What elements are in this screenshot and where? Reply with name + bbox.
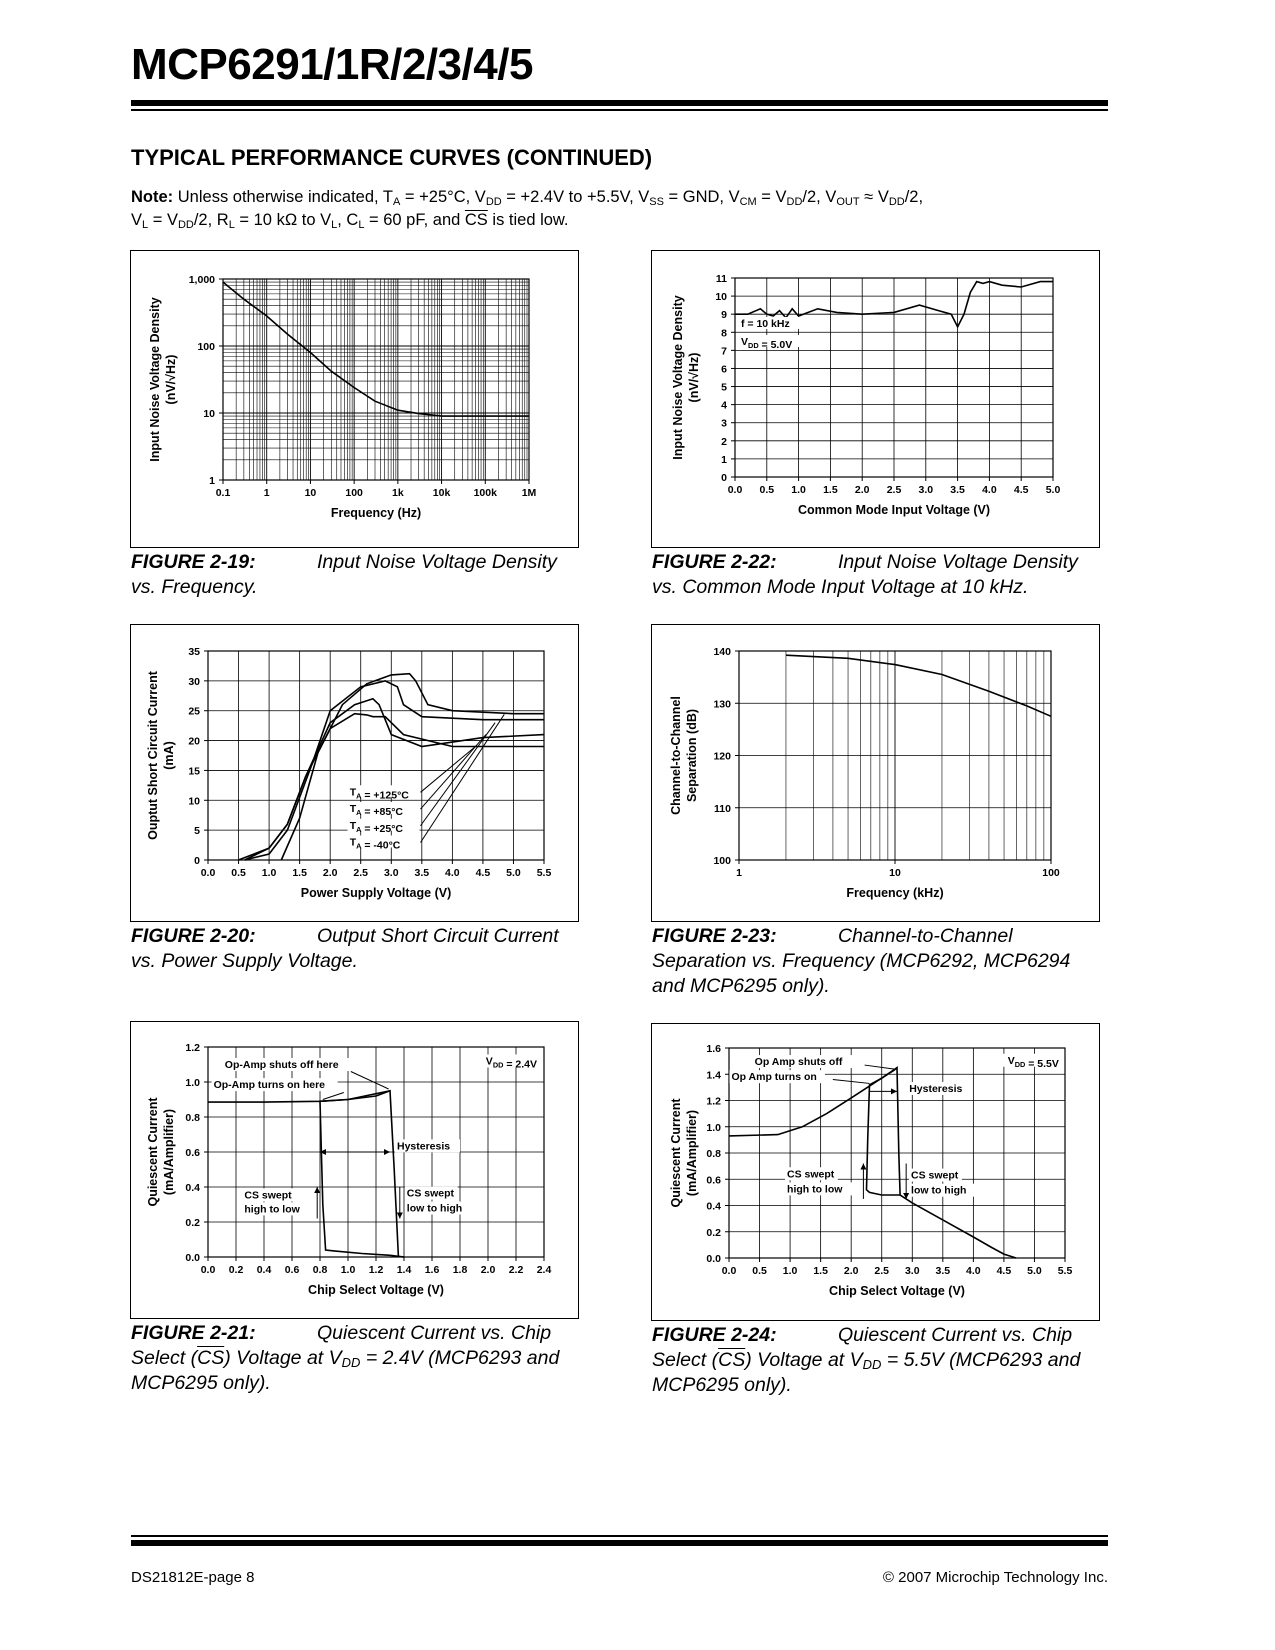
y-tick-label: 0.6	[706, 1174, 721, 1187]
header-rule-thin	[131, 109, 1108, 111]
arrow-head	[860, 1164, 866, 1170]
x-tick-label: 2.0	[854, 484, 870, 496]
x-tick-label: 4.5	[996, 1265, 1012, 1277]
y-tick-label: 0.8	[706, 1148, 721, 1160]
series-line-falling	[867, 1068, 901, 1195]
x-tick-label: 4.5	[1013, 484, 1029, 496]
x-axis-label: Frequency (kHz)	[846, 886, 944, 900]
x-tick-label: 2.4	[536, 1264, 552, 1276]
x-tick-label: 3.5	[935, 1265, 951, 1277]
x-tick-label: 0.5	[752, 1265, 767, 1277]
figure-2-20	[130, 624, 579, 922]
y-tick-label: 2	[721, 435, 727, 448]
y-tick-label: 1.4	[706, 1069, 721, 1082]
legend-label: $T_A = -40^\circ C$	[349, 836, 401, 852]
x-tick-label: 1.2	[368, 1264, 384, 1276]
chart-fig19	[131, 251, 578, 547]
caption-text: Input Noise Voltage Density vs. Common Mode Input Voltage at 10 kHz.	[652, 551, 1078, 598]
y-axis-label: Ouptut Short Circuit Current	[146, 671, 160, 840]
header-rule-thick	[131, 100, 1108, 106]
x-tick-label: 1.0	[340, 1264, 356, 1276]
figure-2-21	[130, 1021, 579, 1319]
x-tick-label: 3.0	[904, 1265, 920, 1277]
x-tick-label: 2.0	[480, 1264, 496, 1276]
annotation-label: Hysteresis	[397, 1140, 451, 1153]
y-tick-label: 7	[721, 345, 727, 358]
y-tick-label: 1	[721, 453, 727, 466]
x-tick-label: 0.0	[200, 1264, 216, 1276]
y-tick-label: 120	[713, 750, 731, 763]
caption-label: FIGURE 2-20:	[131, 925, 256, 947]
y-tick-label: 8	[721, 327, 727, 340]
annotation-label: Op Amp shuts off	[754, 1056, 843, 1069]
pointer-line	[351, 1072, 389, 1090]
y-tick-label: 25	[188, 705, 200, 718]
annotation-label: $V_{DD} = 5.0V$	[741, 336, 793, 352]
x-tick-label: 2.5	[353, 867, 369, 879]
x-tick-label: 5.5	[1057, 1265, 1073, 1277]
x-axis-label: Chip Select Voltage (V)	[829, 1284, 965, 1298]
y-tick-label: 15	[188, 765, 200, 778]
x-tick-label: 2.5	[874, 1265, 890, 1277]
chart-fig20	[131, 625, 578, 921]
y-tick-label: 0.0	[706, 1253, 721, 1265]
y-tick-label: 10	[715, 291, 727, 304]
annotation-label: CS swept	[787, 1168, 835, 1181]
x-tick-label: 0.4	[256, 1264, 272, 1276]
figure-2-23	[651, 624, 1100, 922]
x-tick-label: 0.5	[759, 484, 775, 496]
caption-text: Input Noise Voltage Density vs. Frequency.	[131, 551, 557, 598]
annotation-label: Op-Amp turns on here	[213, 1079, 326, 1092]
caption-text: Quiescent Current vs. Chip Select $(\overline{CS})$ Voltage at $V_{DD} = 2.4V$ (MCP6293 and MCP6295 only).	[131, 1322, 560, 1394]
y-tick-label: 9	[721, 309, 727, 322]
x-tick-label: 100k	[473, 487, 497, 499]
arrow-head	[397, 1213, 403, 1219]
y-tick-label: 35	[188, 646, 200, 658]
y-tick-label: 30	[188, 675, 200, 688]
y-tick-label: 3	[721, 417, 727, 430]
y-tick-label: 100	[713, 855, 731, 867]
y-tick-label: 0.4	[706, 1200, 721, 1213]
y-axis-label: Quiescent Current	[146, 1097, 160, 1207]
x-tick-label: 10	[889, 867, 901, 879]
x-tick-label: 3.5	[950, 484, 965, 496]
annotation-label: CS swept	[244, 1189, 292, 1202]
y-tick-label: 6	[721, 363, 727, 376]
x-tick-label: 10	[304, 487, 317, 499]
figure-2-24	[651, 1023, 1100, 1321]
x-tick-label: 1.0	[782, 1265, 798, 1277]
x-tick-label: 10k	[432, 487, 451, 499]
series-line-40C	[281, 674, 544, 860]
x-tick-label: 1.8	[452, 1264, 468, 1276]
x-axis-label: Chip Select Voltage (V)	[308, 1283, 444, 1297]
x-tick-label: 1M	[521, 487, 537, 499]
y-tick-label: 0.2	[185, 1217, 200, 1229]
note-label: Note:	[131, 188, 174, 206]
leader-line	[421, 723, 496, 826]
y-tick-label: 0.0	[185, 1252, 200, 1264]
x-tick-label: 2.5	[886, 484, 902, 496]
legend-label: $T_A = +125^\circ C$	[349, 786, 409, 802]
footer-rule-thin	[131, 1535, 1108, 1537]
leader-line	[421, 714, 505, 842]
x-tick-label: 2.0	[322, 867, 338, 879]
x-tick-label: 5.0	[1045, 484, 1061, 496]
y-tick-label: 100	[197, 341, 215, 353]
y-tick-label: 0.6	[185, 1147, 200, 1159]
pointer-line	[865, 1065, 894, 1069]
y-tick-label: 1.2	[706, 1095, 721, 1108]
footer-page-id: DS21812E-page 8	[131, 1569, 255, 1586]
annotation-label: low to high	[911, 1184, 967, 1197]
x-tick-label: 0.2	[228, 1264, 244, 1276]
chart-fig21	[131, 1022, 578, 1318]
caption-2-22	[652, 550, 1092, 600]
y-axis-label: Channel-to-Channel	[669, 696, 683, 815]
section-title: TYPICAL PERFORMANCE CURVES (CONTINUED)	[131, 145, 653, 170]
y-tick-label: 11	[715, 273, 727, 285]
x-tick-label: 1.5	[292, 867, 307, 879]
x-tick-label: 1k	[392, 487, 404, 499]
x-tick-label: 5.0	[1027, 1265, 1042, 1277]
caption-2-24	[652, 1323, 1092, 1398]
footer-rule-thick	[131, 1540, 1108, 1546]
series-line-separation	[786, 655, 1051, 716]
x-tick-label: 3.0	[918, 484, 934, 496]
x-tick-label: 0.0	[727, 484, 743, 496]
annotation-label: $V_{DD} = 2.4V$	[485, 1055, 537, 1071]
arrow-head	[891, 1088, 897, 1094]
x-tick-label: 1.4	[396, 1264, 412, 1276]
caption-2-19	[131, 550, 571, 600]
x-tick-label: 4.5	[475, 867, 491, 879]
x-tick-label: 1	[263, 487, 270, 499]
annotation-label: f = 10 kHz	[741, 317, 790, 330]
x-tick-label: 0.6	[284, 1264, 300, 1276]
y-tick-label: 5	[721, 381, 727, 394]
y-tick-label: 0.8	[185, 1112, 200, 1124]
x-tick-label: 2.2	[508, 1264, 524, 1276]
y-axis-label: (mA/Amplifier)	[685, 1109, 699, 1197]
y-tick-label: 110	[714, 802, 731, 815]
y-tick-label: 1,000	[188, 274, 215, 286]
annotation-label: CS swept	[911, 1169, 959, 1182]
x-tick-label: 0.5	[231, 867, 246, 879]
note-line2: $V_L = V_{DD}/2$, $R_L = 10$ kΩ to $V_L$, $C_L = 60$ pF, and $\overline{CS}$ is tied low.	[131, 211, 569, 231]
caption-label: FIGURE 2-22:	[652, 551, 777, 573]
x-tick-label: 1.5	[813, 1265, 828, 1277]
x-tick-label: 4.0	[445, 867, 460, 879]
caption-2-21	[131, 1321, 571, 1396]
y-tick-label: 10	[203, 408, 215, 420]
arrow-head	[314, 1187, 320, 1193]
y-tick-label: 10	[188, 795, 200, 808]
pointer-line	[323, 1093, 344, 1100]
x-tick-label: 100	[345, 487, 363, 499]
page-title: MCP6291/1R/2/3/4/5	[131, 40, 533, 89]
x-tick-label: 4.0	[966, 1265, 981, 1277]
x-axis-label: Common Mode Input Voltage (V)	[797, 503, 991, 517]
x-tick-label: 3.5	[414, 867, 430, 879]
annotation-label: $V_{DD} = 5.5V$	[1007, 1054, 1059, 1070]
y-tick-label: 1.2	[185, 1042, 200, 1054]
caption-label: FIGURE 2-23:	[652, 925, 777, 947]
x-tick-label: 0.0	[721, 1265, 737, 1277]
y-tick-label: 1.6	[706, 1043, 721, 1055]
x-axis-label: Frequency (Hz)	[330, 506, 422, 520]
legend-label: $T_A = +25^\circ C$	[349, 819, 404, 835]
annotation-label: Hysteresis	[909, 1082, 963, 1095]
annotation-label: Op Amp turns on	[731, 1071, 817, 1084]
caption-2-23	[652, 924, 1092, 999]
y-tick-label: 1.0	[185, 1077, 200, 1089]
caption-label: FIGURE 2-24:	[652, 1324, 777, 1346]
x-tick-label: 1	[736, 867, 742, 879]
y-axis-label: (mA/Amplifier)	[162, 1108, 176, 1196]
annotation-label: CS swept	[406, 1187, 455, 1200]
chart-fig24	[652, 1024, 1099, 1320]
y-axis-label: (nV/√Hz)	[164, 354, 178, 405]
x-tick-label: 3.0	[383, 867, 399, 879]
x-tick-label: 0.1	[215, 487, 231, 499]
chart-fig23	[652, 625, 1099, 921]
caption-label: FIGURE 2-19:	[131, 551, 256, 573]
y-axis-label: (mA)	[162, 741, 176, 770]
y-axis-label: Input Noise Voltage Density	[671, 295, 685, 460]
x-tick-label: 5.5	[536, 867, 552, 879]
caption-text: Output Short Circuit Current vs. Power Supply Voltage.	[131, 925, 559, 972]
chart-fig22	[652, 251, 1099, 547]
x-tick-label: 100	[1042, 867, 1060, 879]
y-tick-label: 140	[713, 646, 731, 658]
series-line-rising	[208, 1091, 404, 1257]
annotation-label: high to low	[787, 1183, 843, 1196]
x-tick-label: 1.6	[424, 1264, 440, 1276]
x-tick-label: 0.0	[200, 867, 216, 879]
note-line1: Unless otherwise indicated, $T_A = +25^\circ C$, $V_{DD} = +2.4V$ to +5.5V, $V_{SS}$ = GND, $V_{CM} = V_{DD}/2$, $V_{OUT} \approx V_{DD}/2$,	[177, 188, 924, 208]
caption-text: Channel-to-Channel Separation vs. Frequency (MCP6292, MCP6294 and MCP6295 only).	[652, 925, 1071, 997]
x-tick-label: 4.0	[982, 484, 997, 496]
caption-label: FIGURE 2-21:	[131, 1322, 256, 1344]
y-tick-label: 20	[188, 735, 200, 748]
y-tick-label: 0.4	[185, 1182, 200, 1194]
conditions-note	[131, 186, 1091, 232]
x-tick-label: 1.5	[823, 484, 838, 496]
x-axis-label: Power Supply Voltage (V)	[300, 886, 452, 900]
annotation-label: low to high	[406, 1202, 463, 1215]
legend-label: $T_A = +85^\circ C$	[349, 803, 404, 819]
y-tick-label: 0.2	[706, 1226, 721, 1239]
y-tick-label: 0	[721, 472, 727, 484]
figure-2-22	[651, 250, 1100, 548]
y-axis-label: Input Noise Voltage Density	[148, 297, 162, 462]
y-axis-label: Separation (dB)	[685, 708, 699, 803]
x-tick-label: 1.0	[791, 484, 806, 496]
y-axis-label: (nV/√Hz)	[687, 352, 701, 403]
x-tick-label: 5.0	[506, 867, 521, 879]
x-tick-label: 0.8	[312, 1264, 328, 1276]
x-tick-label: 2.0	[843, 1265, 859, 1277]
caption-text: Quiescent Current vs. Chip Select $(\overline{CS})$ Voltage at $V_{DD} = 5.5V$ (MCP6293 and MCP6295 only).	[652, 1324, 1081, 1396]
figure-2-19	[130, 250, 579, 548]
y-tick-label: 0	[194, 855, 200, 867]
y-tick-label: 1	[209, 475, 215, 487]
footer-copyright: © 2007 Microchip Technology Inc.	[882, 1569, 1108, 1586]
y-axis-label: Quiescent Current	[669, 1098, 683, 1208]
y-tick-label: 1.0	[706, 1121, 721, 1134]
annotation-label: Op-Amp shuts off here	[224, 1059, 339, 1071]
x-tick-label: 1.0	[261, 867, 277, 879]
y-tick-label: 5	[194, 825, 200, 838]
y-tick-label: 130	[713, 698, 731, 711]
caption-2-20	[131, 924, 571, 974]
annotation-label: high to low	[244, 1203, 300, 1216]
y-tick-label: 4	[721, 399, 727, 412]
